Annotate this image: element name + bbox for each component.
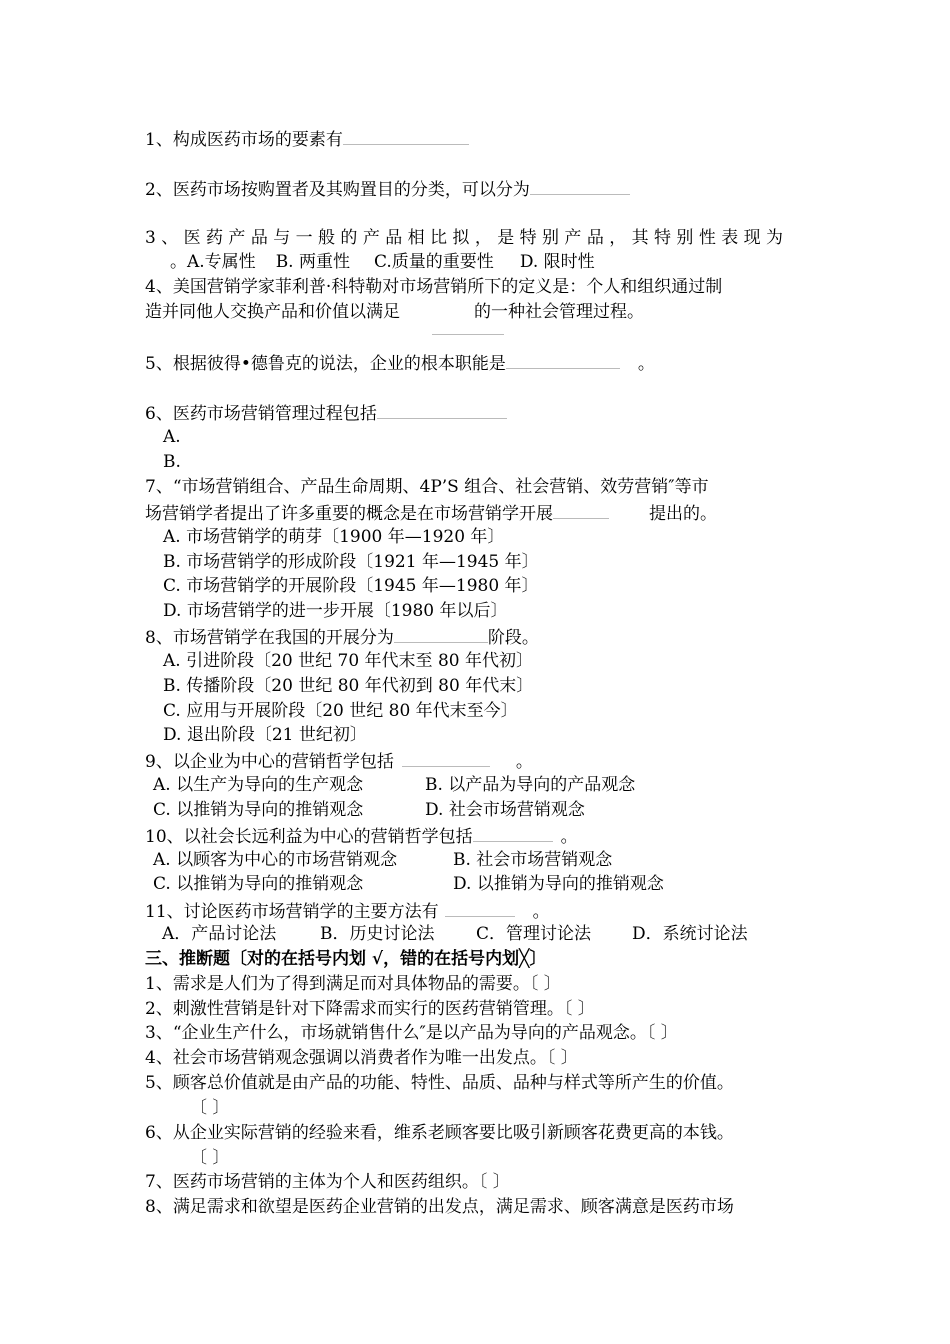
option-b: B. 传播阶段〔20 世纪 80 年代初到 80 年代末〕 [163,676,534,696]
option-b: B. 以产品为导向的产品观念 [425,775,636,795]
tf-item: 5、顾客总价值就是由产品的功能、特性、品质、品种与样式等所产生的价值。 [145,1073,734,1093]
question-10-options-row1 [153,848,612,872]
question-text: 10、以社会长远利益为中心的营销哲学包括 [145,827,473,847]
option-c: C.质量的重要性 [374,252,494,272]
question-text: 场营销学者提出了许多重要的概念是在市场营销学开展 [145,504,553,524]
question-text: 1、构成医药市场的要素有 [145,130,343,150]
option-c: C. 以推销为导向的推销观念 [153,874,364,894]
option-c: C．管理讨论法 [476,924,592,944]
option-d: D．系统讨论法 [632,924,748,944]
question-4-line1: 4、美国营销学家菲利普·科特勒对市场营销所下的定义是：个人和组织通过制 [145,277,723,297]
answer-blank [432,334,504,335]
question-3 [145,226,805,250]
question-8 [145,624,539,650]
option-d: D. 退出阶段〔21 世纪初〕 [163,725,367,745]
question-text: 9、以企业为中心的营销哲学包括 [145,752,394,772]
question-9-options-row2 [153,798,585,822]
option-d: D. 市场营销学的进一步开展〔1980 年以后〕 [163,601,508,621]
option-b: B. [163,452,181,472]
tf-answer-bracket: 〔 〕 [190,1098,230,1118]
tf-item: 2、刺激性营销是针对下降需求而实行的医药营销管理。〔 〕 [145,999,595,1019]
question-7-line1: 7、“市场营销组合、产品生命周期、4P’S 组合、社会营销、效劳营销″等市 [145,477,709,497]
answer-blank [394,624,488,643]
option-b: B. 社会市场营销观念 [453,850,613,870]
question-text: 6、医药市场营销管理过程包括 [145,404,377,424]
option-d: D. 社会市场营销观念 [425,800,585,820]
option-b: B. 两重性 [275,252,350,272]
tf-item: 7、医药市场营销的主体为个人和医药组织。〔 〕 [145,1172,510,1192]
question-text: 8、市场营销学在我国的开展分为 [145,628,394,648]
question-text: 5、根据彼得•德鲁克的说法，企业的根本职能是 [145,354,506,374]
option-a: A．产品讨论法 [162,924,277,944]
option-a: A. [163,427,181,447]
question-4-line2 [145,300,644,324]
question-3-options [170,250,595,274]
option-a: A. 引进阶段〔20 世纪 70 年代末至 80 年代初〕 [163,651,533,671]
answer-blank [553,500,609,519]
answer-blank [377,400,507,419]
question-end: 阶段。 [487,628,539,648]
tf-item: 3、“企业生产什么，市场就销售什么″是以产品为导向的产品观念。〔 〕 [145,1023,678,1043]
question-text-end: 提出的。 [649,504,717,524]
question-10-options-row2 [153,872,664,896]
question-11 [145,898,550,924]
tf-item: 1、需求是人们为了得到满足而对具体物品的需要。〔 〕 [145,974,561,994]
option-b: B. 市场营销学的形成阶段〔1921 年—1945 年〕 [163,552,539,572]
question-11-options [162,922,748,946]
question-text-end: 的一种社会管理过程。 [474,302,644,322]
question-5 [145,350,655,376]
answer-blank [402,748,490,767]
option-d: D. 以推销为导向的推销观念 [453,874,664,894]
question-end: 。 [560,827,578,847]
tf-answer-bracket: 〔 〕 [190,1148,230,1168]
question-2 [145,176,630,202]
tf-item: 8、满足需求和欲望是医药企业营销的出发点，满足需求、顾客满意是医药市场 [145,1197,734,1217]
question-text: 3、医药产品与一般的产品相比拟，是特别产品，其特别性表现为 [145,228,789,248]
question-1 [145,126,469,152]
tf-item: 4、社会市场营销观念强调以消费者作为唯一出发点。〔 〕 [145,1048,578,1068]
answer-blank [530,176,630,195]
question-7-line2 [145,500,717,526]
option-c: C. 市场营销学的开展阶段〔1945 年—1980 年〕 [163,576,539,596]
option-a: A. 以生产为导向的生产观念 [153,775,364,795]
question-end: 。 [637,354,655,374]
question-end: 。 [532,902,550,922]
option-d: D. 限时性 [519,252,595,272]
option-b: B．历史讨论法 [320,924,435,944]
question-text: 11、讨论医药市场营销学的主要方法有 [145,902,439,922]
option-a: A. 市场营销学的萌芽〔1900 年—1920 年〕 [163,527,505,547]
answer-blank [473,823,553,842]
question-9 [145,748,533,774]
tf-item: 6、从企业实际营销的经验来看，维系老顾客要比吸引新顾客花费更高的本钱。 [145,1123,734,1143]
answer-blank [343,126,469,145]
question-end: 。 [515,752,533,772]
answer-blank [445,898,515,917]
answer-blank [506,350,620,369]
question-text: 2、医药市场按购置者及其购置目的分类，可以分为 [145,180,530,200]
question-10 [145,823,578,849]
question-9-options-row1 [153,773,635,797]
option-c: C. 以推销为导向的推销观念 [153,800,364,820]
question-text: 造并同他人交换产品和价值以满足 [145,302,400,322]
section-heading: 三、推断题〔对的在括号内划 √，错的在括号内划╳〕 [145,949,547,969]
option-a: 。A.专属性 [170,252,256,272]
option-c: C. 应用与开展阶段〔20 世纪 80 年代末至今〕 [163,701,518,721]
option-a: A. 以顾客为中心的市场营销观念 [153,850,398,870]
question-6 [145,400,507,426]
